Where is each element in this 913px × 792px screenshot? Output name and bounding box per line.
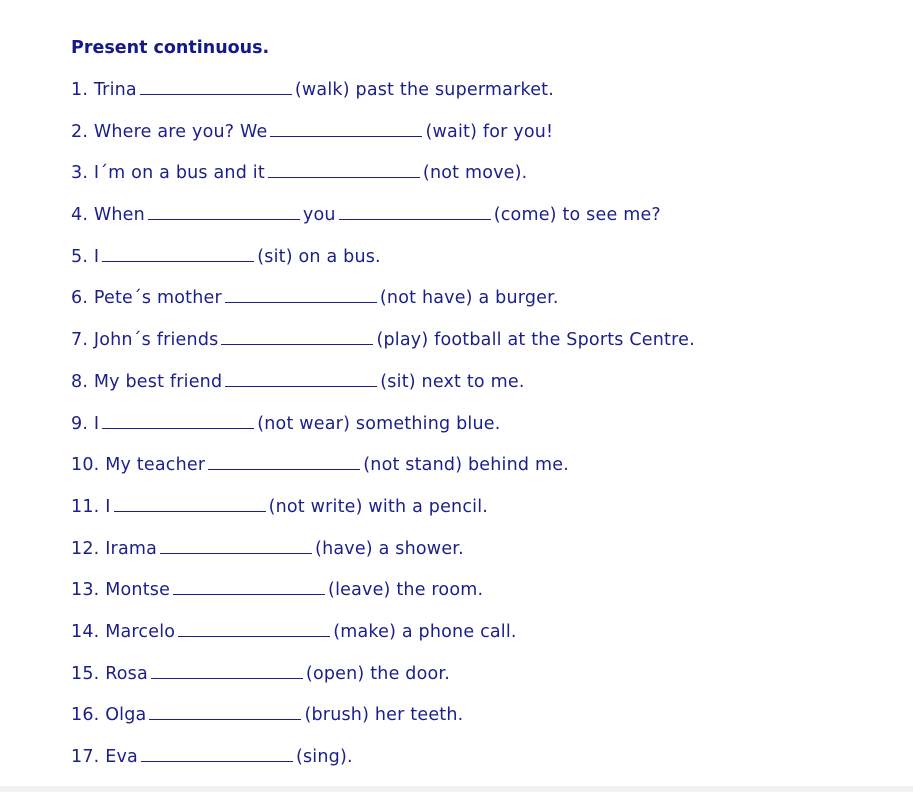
- exercise-verb-hint: (wait) for you!: [425, 121, 554, 142]
- answer-blank[interactable]: [173, 577, 325, 595]
- worksheet: [71, 36, 891, 786]
- answer-blank[interactable]: [149, 702, 301, 720]
- exercise-verb-hint: (leave) the room.: [328, 580, 484, 601]
- exercise-item: [71, 119, 891, 143]
- exercise-verb-hint: (not write) with a pencil.: [268, 496, 489, 517]
- exercise-prompt: 5. I: [71, 246, 100, 267]
- answer-blank[interactable]: [160, 536, 312, 554]
- exercise-item: [71, 702, 891, 726]
- exercise-verb-hint: (play) football at the Sports Centre.: [376, 330, 695, 351]
- exercise-item: [71, 744, 891, 768]
- answer-blank[interactable]: [270, 119, 422, 137]
- answer-blank[interactable]: [102, 411, 254, 429]
- exercise-verb-hint: (not stand) behind me.: [363, 455, 569, 476]
- exercise-middle-text: you: [302, 205, 336, 226]
- answer-blank[interactable]: [102, 244, 254, 262]
- exercise-verb-hint: (not have) a burger.: [379, 288, 559, 309]
- answer-blank[interactable]: [225, 285, 377, 303]
- answer-blank[interactable]: [141, 744, 293, 762]
- exercise-item: [71, 619, 891, 643]
- answer-blank[interactable]: [148, 202, 300, 220]
- exercise-item: [71, 244, 891, 268]
- exercise-prompt: 13. Montse: [71, 580, 171, 601]
- answer-blank[interactable]: [225, 369, 377, 387]
- exercise-verb-hint: (not move).: [422, 163, 528, 184]
- exercise-prompt: 3. I´m on a bus and it: [71, 163, 265, 184]
- exercise-verb-hint: (open) the door.: [305, 663, 450, 684]
- exercise-item: [71, 369, 891, 393]
- exercise-verb-hint: (sit) next to me.: [380, 371, 525, 392]
- exercise-list: [71, 77, 891, 768]
- exercise-item: [71, 327, 891, 351]
- exercise-prompt: 15. Rosa: [71, 663, 148, 684]
- exercise-prompt: 4. When: [71, 205, 145, 226]
- exercise-verb-hint: (walk) past the supermarket.: [294, 80, 555, 100]
- exercise-prompt: 7. John´s friends: [71, 330, 219, 351]
- answer-blank[interactable]: [151, 661, 303, 679]
- exercise-item: [71, 536, 891, 560]
- answer-blank[interactable]: [114, 494, 266, 512]
- exercise-prompt: 8. My best friend: [71, 371, 223, 392]
- exercise-prompt: 16. Olga: [71, 705, 147, 726]
- exercise-verb-hint: (have) a shower.: [315, 538, 464, 559]
- exercise-verb-hint: (make) a phone call.: [333, 621, 517, 642]
- exercise-prompt: 14. Marcelo: [71, 621, 176, 642]
- answer-blank[interactable]: [339, 202, 491, 220]
- answer-blank[interactable]: [268, 160, 420, 178]
- exercise-prompt: 11. I: [71, 496, 111, 517]
- exercise-item: [71, 77, 891, 101]
- exercise-prompt: 1. Trina: [71, 80, 137, 100]
- page-bottom-bar: [0, 786, 913, 792]
- exercise-prompt: 9. I: [71, 413, 100, 434]
- answer-blank[interactable]: [140, 77, 292, 95]
- exercise-item: [71, 202, 891, 226]
- exercise-verb-hint: (sing).: [295, 747, 353, 767]
- exercise-prompt: 2. Where are you? We: [71, 121, 268, 142]
- exercise-prompt: 12. Irama: [71, 538, 158, 559]
- exercise-prompt: 17. Eva: [71, 747, 138, 767]
- exercise-item: [71, 452, 891, 476]
- exercise-item: [71, 160, 891, 184]
- exercise-verb-hint: (sit) on a bus.: [257, 246, 381, 267]
- exercise-item: [71, 285, 891, 309]
- page-title: Present continuous.: [71, 38, 270, 58]
- answer-blank[interactable]: [178, 619, 330, 637]
- exercise-item: [71, 661, 891, 685]
- exercise-prompt: 6. Pete´s mother: [71, 288, 222, 309]
- exercise-item: [71, 577, 891, 601]
- exercise-item: [71, 411, 891, 435]
- exercise-item: [71, 494, 891, 518]
- exercise-verb-hint: (come) to see me?: [493, 205, 661, 226]
- answer-blank[interactable]: [221, 327, 373, 345]
- answer-blank[interactable]: [208, 452, 360, 470]
- exercise-verb-hint: (brush) her teeth.: [304, 705, 464, 726]
- exercise-verb-hint: (not wear) something blue.: [257, 413, 501, 434]
- exercise-prompt: 10. My teacher: [71, 455, 206, 476]
